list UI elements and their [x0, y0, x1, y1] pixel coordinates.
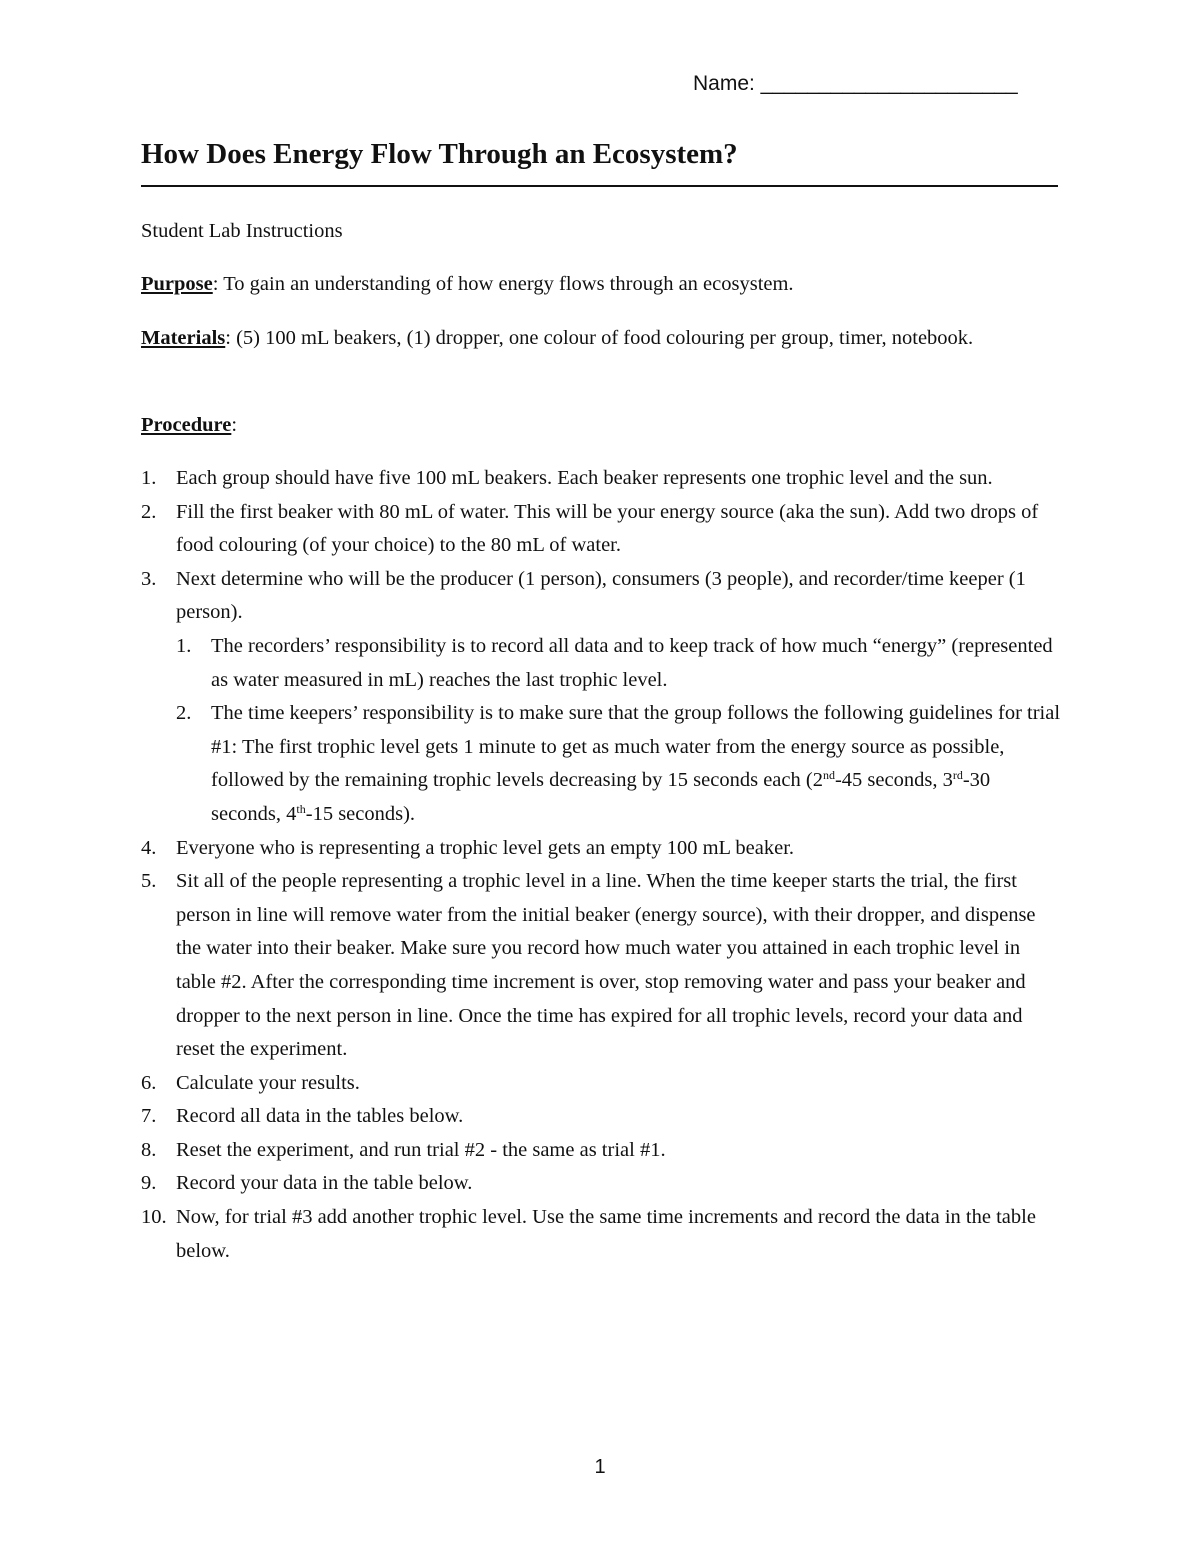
substep-text: The recorders’ responsibility is to record all data and to keep track of how much “energy” (represented as water measured in mL) reaches the last trophic level. — [211, 634, 1053, 691]
step-text: Reset the experiment, and run trial #2 - the same as trial #1. — [176, 1138, 666, 1161]
sub-list — [176, 630, 1061, 832]
list-item — [141, 1167, 1061, 1201]
procedure-label: Procedure — [141, 414, 232, 436]
purpose-label: Purpose — [141, 273, 213, 295]
sub-list-item — [176, 630, 1061, 697]
substep-text-part: -45 seconds, 3 — [834, 769, 953, 792]
materials-text: : (5) 100 mL beakers, (1) dropper, one colour of food colouring per group, timer, notebook. — [225, 327, 974, 349]
step-number: 9. — [141, 1172, 157, 1195]
step-text: Record all data in the tables below. — [176, 1105, 464, 1128]
page-title: How Does Energy Flow Through an Ecosystem? — [141, 138, 738, 170]
list-item — [141, 496, 1061, 563]
purpose-text: : To gain an understanding of how energy flows through an ecosystem. — [212, 273, 794, 295]
step-text: Sit all of the people representing a trophic level in a line. When the time keeper starts the trial, the first person in line will remove water from the initial beaker (energy source), with their dropper, and dispense the water into their beaker. Make sure you record how much water you attained in each trophic level in table #2. After the corresponding time increment is over, stop removing water and pass your beaker and dropper to the next person in line. Once the time has expired for all trophic levels, record your data and reset the experiment. — [176, 870, 1036, 1061]
substep-number: 2. — [176, 702, 192, 725]
title-divider — [141, 185, 1058, 187]
list-item — [141, 563, 1061, 832]
step-number: 1. — [141, 467, 157, 489]
step-text: Each group should have five 100 mL beakers. Each beaker represents one trophic level and the sun. — [176, 467, 993, 489]
page-number: 1 — [594, 1456, 606, 1478]
step-number: 4. — [141, 836, 157, 859]
procedure-colon: : — [231, 414, 238, 436]
list-item — [141, 1100, 1061, 1134]
list-item — [141, 462, 1061, 496]
ordinal-suffix: th — [296, 801, 306, 816]
step-text: Fill the first beaker with 80 mL of water. This will be your energy source (aka the sun). Add two drops of food colouring (of your choice) to the 80 mL of water. — [176, 500, 1039, 557]
name-field-label: Name: ______________________ — [693, 72, 1018, 95]
step-number: 3. — [141, 567, 157, 590]
step-number: 6. — [141, 1071, 157, 1094]
substep-text-main: The time keepers’ responsibility is to make sure that the group follows the following guidelines for trial #1: The first trophic level gets 1 minute to get as much water from the energy source as possible, followed by the remaining trophic levels decreasing by 15 seconds each (2 — [211, 702, 1061, 792]
procedure-heading — [141, 408, 1058, 442]
step-text: Record your data in the table below. — [176, 1172, 473, 1195]
step-text: Now, for trial #3 add another trophic level. Use the same time increments and record the data in the table below. — [176, 1206, 1036, 1262]
subtitle: Student Lab Instructions — [141, 220, 343, 242]
step-number: 5. — [141, 870, 157, 893]
list-item — [141, 1134, 1061, 1168]
step-text: Calculate your results. — [176, 1071, 360, 1094]
list-item — [141, 1201, 1061, 1268]
sub-list-item — [176, 697, 1061, 831]
step-text: Everyone who is representing a trophic level gets an empty 100 mL beaker. — [176, 836, 795, 859]
ordinal-suffix: rd — [952, 768, 963, 783]
ordinal-suffix: nd — [822, 768, 835, 783]
list-item — [141, 865, 1061, 1067]
list-item — [141, 832, 1061, 866]
list-item — [141, 1067, 1061, 1101]
step-number: 2. — [141, 500, 157, 523]
step-number: 8. — [141, 1138, 157, 1161]
substep-number: 1. — [176, 634, 192, 657]
step-text: Next determine who will be the producer (1 person), consumers (3 people), and recorder/time keeper (1 person). — [176, 567, 1026, 624]
substep-text-part: -15 seconds). — [305, 802, 416, 825]
substep-text-part: -30 seconds, 4 — [211, 769, 991, 825]
purpose-section — [141, 267, 1058, 301]
step-number: 10. — [141, 1206, 167, 1229]
materials-label: Materials — [141, 327, 226, 349]
substep-text — [211, 702, 1060, 825]
procedure-list — [141, 462, 1061, 1268]
materials-section — [141, 321, 1058, 355]
step-number: 7. — [141, 1105, 157, 1128]
